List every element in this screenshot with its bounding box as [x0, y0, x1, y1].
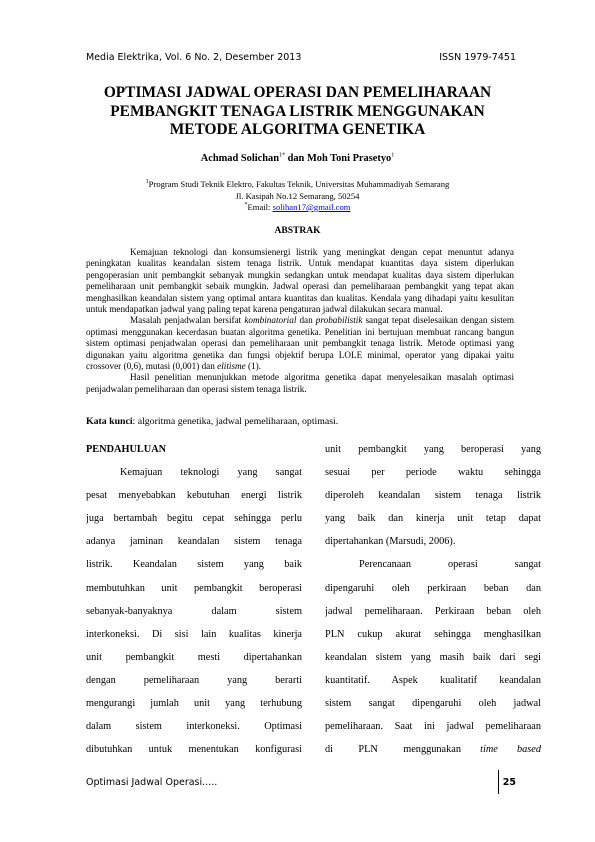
body-line: pesat menyebabkan kebutuhan energi listrik: [86, 490, 302, 502]
body-line-part: di PLN menggunakan: [325, 744, 461, 756]
affiliation-block: [90, 179, 505, 214]
keywords-label: Kata kunci: [86, 416, 133, 427]
section-heading: PENDAHULUAN: [86, 444, 167, 455]
left-column: [86, 438, 302, 761]
footer-divider: [498, 770, 499, 794]
paper-title: [90, 84, 505, 140]
body-line: dibutuhkan untuk menentukan konfigurasi: [86, 744, 302, 756]
body-line: Perencanaan operasi sangat: [359, 559, 541, 571]
body-line: PLN cukup akurat sehingga menghasilkan: [325, 628, 541, 640]
body-line: mengurangi jumlah unit yang terhubung: [86, 698, 302, 710]
title-line: PEMBANGKIT TENAGA LISTRIK MENGGUNAKAN: [110, 102, 485, 120]
journal-citation: Media Elektrika, Vol. 6 No. 2, Desember 2013: [86, 52, 302, 63]
body-line: listrik. Keandalan sistem yang baik: [86, 559, 302, 571]
italic-term: based: [516, 744, 541, 756]
footer-title: Optimasi Jadwal Operasi.....: [86, 777, 218, 788]
abstract-paragraph: Kemajuan teknologi dan konsumsienergi listrik yang meningkat dengan cepat menuntut adanya peningkatan kualitas keandalan sistem tenaga listrik. Untuk mendapat kuantitas daya sistem diperlukan pengoperasian unit pembangkit sebanyak mungkin sedangkan untuk mendapat kualitas daya sistem diperlukan pemeliharaan unit pembangkit sebaik mungkin. Jadwal operasi dan pemeliharaan pembangkit yang tepat akan menghasilkan keandalan sistem yang optimal antara kuantitas dan kualitas. Kendala yang dihadapi yaitu kesulitan untuk mendapatkan jadwal yang paling tepat karena pengaturan jadwal dilakukan secara manual.: [86, 247, 514, 315]
page-number: 25: [502, 777, 516, 788]
italic-term: probabilistik: [315, 315, 363, 326]
email-label: Email:: [247, 202, 273, 212]
body-line: sistem sangat dipengaruhi oleh jadwal: [325, 698, 541, 710]
body-line: sebanyak-banyaknya dalam sistem: [86, 605, 302, 617]
body-line: juga bertambah begitu cepat sehingga perlu: [86, 513, 302, 525]
body-line: [325, 738, 541, 761]
abstract-paragraph: Hasil penelitian menunjukkan metode algoritma genetika dapat menyelesaikan masalah optimasi penjadwalan pemeliharaan dan operasi sistem tenaga listrik.: [86, 372, 514, 394]
body-line: membutuhkan unit pembangkit beroperasi: [86, 582, 302, 594]
italic-term: elitisme: [217, 361, 246, 372]
body-line: dalam sistem interkoneksi. Optimasi: [86, 721, 302, 733]
body-line: adanya jaminan keandalan sistem tenaga: [86, 536, 302, 548]
body-line: Kemajuan teknologi yang sangat: [120, 467, 302, 479]
body-line: dipertahankan (Marsudi, 2006).: [325, 536, 456, 548]
keywords-text: : algoritma genetika, jadwal pemeliharaan, optimasi.: [132, 416, 339, 427]
body-line: yang baik dan kinerja unit tetap dapat: [325, 513, 541, 525]
author-conjunction: dan: [284, 153, 307, 164]
keywords-line: [86, 416, 514, 427]
author-marker: 1: [391, 152, 395, 159]
body-line: keandalan sistem yang masih baik dari segi: [325, 651, 541, 663]
title-line: METODE ALGORITMA GENETIKA: [169, 121, 426, 138]
issn-label: ISSN 1979-7451: [439, 52, 516, 63]
body-line: pemeliharaan. Saat ini jadwal pemeliharaan: [325, 721, 541, 733]
body-line: dipengaruhi oleh perkiraan beban dan: [325, 582, 541, 594]
institution: Program Studi Teknik Elektro, Fakultas Teknik, Universitas Muhammadiyah Semarang: [148, 179, 450, 189]
address: Jl. Kasipah No.12 Semarang, 50254: [235, 190, 360, 201]
abstract-body: [86, 247, 514, 395]
running-footer: [86, 770, 516, 800]
title-line: OPTIMASI JADWAL OPERASI DAN PEMELIHARAAN: [103, 84, 492, 101]
body-line: interkoneksi. Di sisi lain kualitas kinerja: [86, 628, 302, 640]
body-line: diperoleh keandalan sistem tenaga listrik: [325, 490, 541, 502]
author-list: [90, 153, 505, 164]
author-marker: 1*: [278, 152, 285, 159]
body-line: unit pembangkit yang beroperasi yang: [325, 444, 541, 455]
email-link[interactable]: solihan17@gmail.com: [272, 202, 351, 212]
author-name: Moh Toni Prasetyo: [306, 153, 392, 164]
abstract-paragraph: Masalah penjadwalan bersifat kombinatorial dan probabilistik sangat tepat diselesaikan dengan sistem optimasi menggunakan kecerdasan buatan algoritma genetika. Penelitian ini bertujuan membuat rancang bangun sistem optimasi penjadwalan operasi dan pemeliharaan unit pembangkit tenaga listrik. Metode optimasi yang digunakan yaitu algoritma genetika dan fungsi objektif berupa LOLE minimal, operator yang dipakai yaitu crossover (0,6), mutasi (0,001) dan elitisme (1).: [86, 315, 514, 372]
email-marker: *: [244, 202, 248, 209]
body-line: dengan pemeliharaan yang berarti: [86, 674, 302, 686]
body-line: sesuai per periode waktu sehingga: [325, 467, 541, 479]
author-name: Achmad Solichan: [200, 153, 279, 164]
affiliation-marker: 1: [145, 179, 149, 186]
italic-term: time: [480, 744, 498, 756]
body-line: unit pembangkit mesti dipertahankan: [86, 651, 302, 663]
italic-term: kombinatorial: [244, 315, 297, 326]
abstract-heading: ABSTRAK: [274, 226, 321, 236]
body-line: jadwal pemeliharaan. Perkiraan beban oleh: [325, 605, 541, 617]
right-column: [325, 438, 541, 761]
body-line: kuantitatif. Aspek kualitatif keandalan: [325, 674, 541, 686]
